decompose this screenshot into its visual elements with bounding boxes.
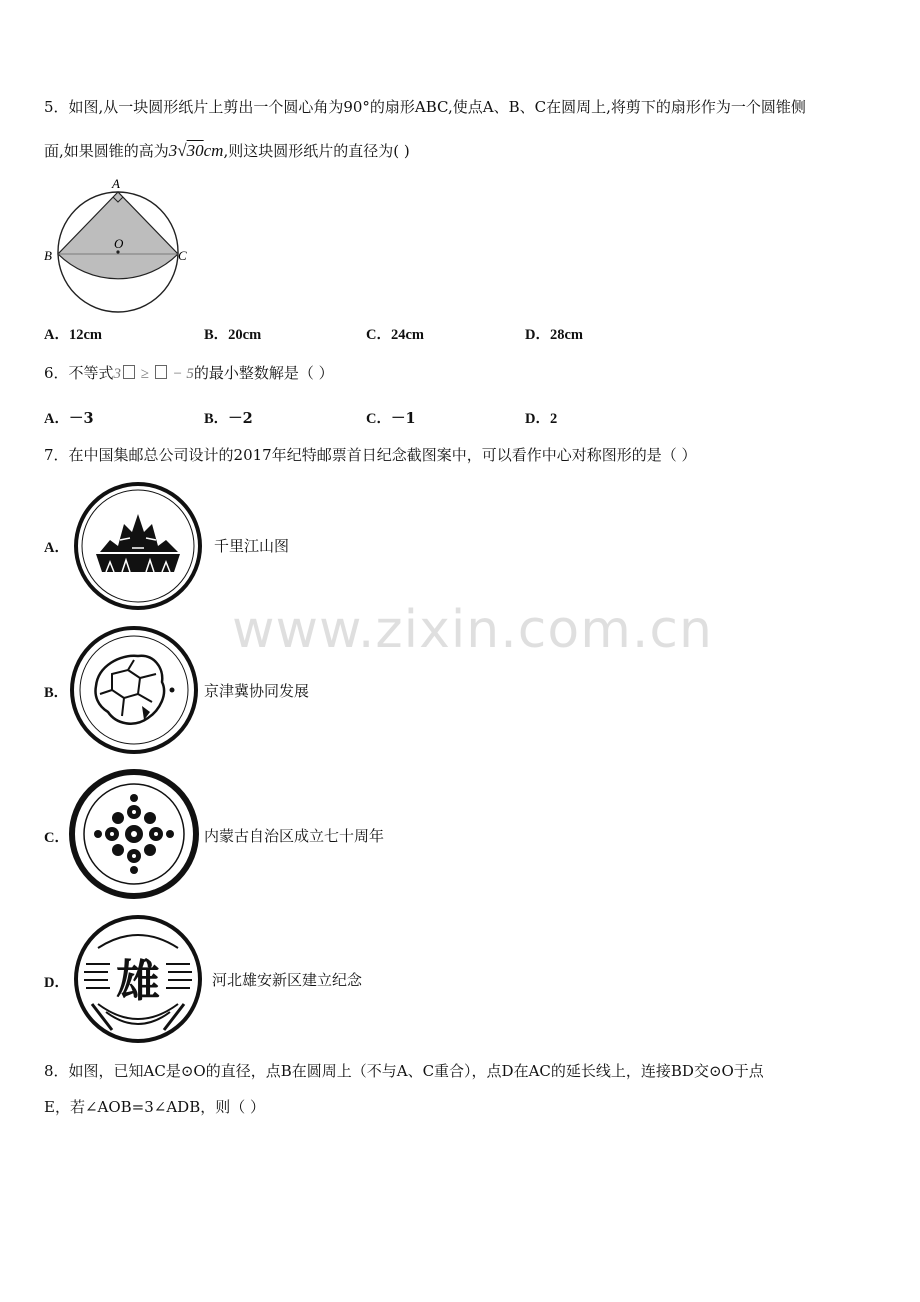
q5-option-b[interactable]: B．20cm (204, 327, 262, 343)
q7-option-c-letter[interactable]: C． (44, 830, 69, 846)
q8-line1: 8．如图，已知AC是⊙O的直径，点B在圆周上（不与A、C重合），点D在AC的延长线上，连接BD交⊙O于点 (44, 1062, 764, 1080)
q5-line2-post: ,则这块圆形纸片的直径为( ) (223, 142, 410, 160)
q6-option-c[interactable]: C．－1 (366, 410, 416, 427)
fig-label-c: C (178, 248, 187, 263)
q7-option-a-letter[interactable]: A． (44, 540, 69, 556)
q7-caption-d: 河北雄安新区建立纪念 (212, 971, 363, 989)
q5-line2-pre: 面,如果圆锥的高为 (44, 142, 169, 160)
q5-option-a[interactable]: A．12cm (44, 327, 102, 343)
fig-label-o: O (114, 236, 124, 251)
q7-option-b-letter[interactable]: B． (44, 685, 69, 701)
q5-option-c[interactable]: C．24cm (366, 327, 424, 343)
q6-option-a[interactable]: A．－3 (44, 410, 94, 427)
q7-stamp-d (70, 912, 212, 1046)
q6-inequality: 3 ≥ − 5 (113, 366, 194, 382)
fig-label-b: B (44, 248, 52, 263)
q5-figure (40, 172, 200, 317)
q5-formula: 3√30cm (168, 141, 224, 160)
fig-label-a: A (112, 176, 120, 191)
q5-line1: 5．如图,从一块圆形纸片上剪出一个圆心角为90°的扇形ABC,使点A、B、C在圆周上,将剪下的扇形作为一个圆锥侧 (44, 98, 806, 116)
q5-line2 (44, 140, 410, 162)
q6-option-d[interactable]: D．2 (525, 411, 558, 427)
q7-stamp-a (70, 480, 210, 612)
q8-line2: E，若∠AOB=3∠ADB，则（ ） (44, 1098, 266, 1116)
q7-stamp-c (68, 768, 204, 900)
q7-line: 7．在中国集邮总公司设计的2017年纪特邮票首日纪念截图案中，可以看作中心对称图形的是（ ） (44, 446, 697, 464)
q7-caption-b: 京津冀协同发展 (204, 682, 310, 700)
q6-post: 的最小整数解是（ ） (193, 364, 334, 382)
q7-caption-c: 内蒙古自治区成立七十周年 (204, 827, 385, 845)
q7-stamp-d-char: 雄 (116, 956, 160, 1007)
q6-option-b[interactable]: B．－2 (204, 410, 253, 427)
q7-caption-a: 千里江山图 (214, 537, 290, 555)
q7-stamp-b (68, 624, 204, 756)
q7-option-d-letter[interactable]: D． (44, 975, 69, 991)
q6-pre: 6．不等式 (44, 364, 114, 382)
q6-line (44, 362, 334, 385)
q5-option-d[interactable]: D．28cm (525, 327, 583, 343)
watermark: www.zixin.com.cn (232, 600, 713, 660)
